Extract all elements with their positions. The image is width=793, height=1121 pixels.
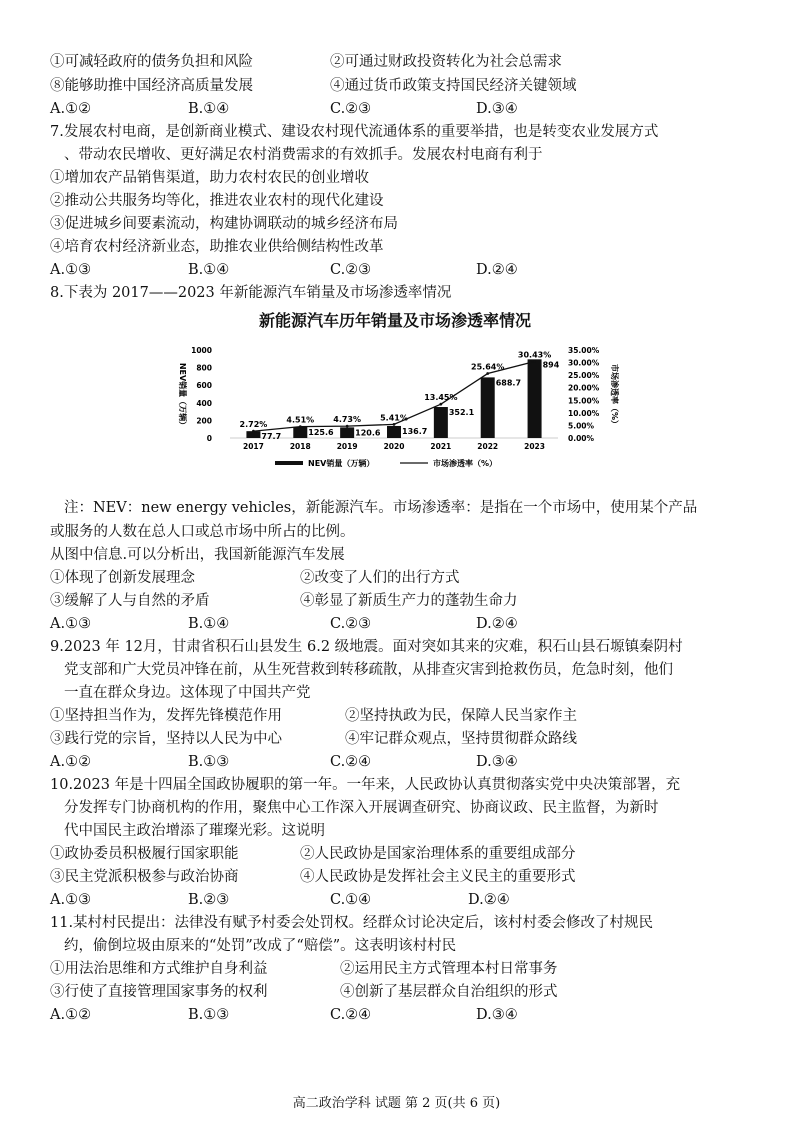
x-tick-label: 2023 <box>524 442 546 451</box>
bar-value-label: 352.1 <box>448 408 475 418</box>
q10-option-4: ④人民政协是发挥社会主义民主的重要形式 <box>300 869 576 885</box>
q7-answer-b: B.①④ <box>188 262 230 278</box>
nev-sales-bar <box>434 407 448 438</box>
q8-answer-b: B.①④ <box>188 616 230 632</box>
q10-option-3: ③民主党派积极参与政治协商 <box>50 869 239 885</box>
q6-option-2: ②可通过财政投资转化为社会总需求 <box>330 54 562 70</box>
q6-answer-c: C.②③ <box>330 101 372 117</box>
q10-stem-line2: 分发挥专门协商机构的作用，聚焦中心工作深入开展调查研究、协商议政、民主监督，为新时 <box>64 800 659 816</box>
q6-option-3: ⑧能够助推中国经济高质量发展 <box>50 78 253 94</box>
nev-sales-bar <box>387 426 401 438</box>
penetration-rate-point <box>252 430 255 433</box>
right-tick-label: 0.00% <box>568 434 595 443</box>
q7-answer-d: D.②④ <box>476 262 518 278</box>
q8-answer-c: C.②③ <box>330 616 372 632</box>
right-tick-label: 15.00% <box>568 396 600 406</box>
q6-answer-d: D.③④ <box>476 101 518 117</box>
bar-value-label: 136.7 <box>402 426 428 436</box>
q6-answer-b: B.①④ <box>188 101 230 117</box>
penetration-rate-point <box>299 425 302 428</box>
q7-answer-a: A.①③ <box>50 262 92 278</box>
penetration-rate-label: 13.45% <box>424 393 458 403</box>
nev-sales-bar <box>293 427 307 438</box>
q11-answer-b: B.①③ <box>188 1007 230 1023</box>
q10-option-2: ②人民政协是国家治理体系的重要组成部分 <box>300 846 576 862</box>
x-tick-label: 2021 <box>430 442 452 451</box>
q8-answer-a: A.①③ <box>50 616 92 632</box>
q6-option-1: ①可减轻政府的债务负担和风险 <box>50 54 253 70</box>
right-tick-label: 5.00% <box>568 421 595 431</box>
q8-option-4: ④彰显了新质生产力的蓬勃生命力 <box>300 593 518 609</box>
penetration-rate-label: 2.72% <box>239 420 268 430</box>
q8-option-2: ②改变了人们的出行方式 <box>300 570 460 586</box>
penetration-rate-point <box>393 423 396 426</box>
q10-answer-b: B.②③ <box>188 892 230 908</box>
left-tick-label: 800 <box>196 363 212 373</box>
penetration-rate-label: 30.43% <box>517 350 552 360</box>
penetration-rate-point <box>486 372 489 375</box>
legend-bar-label: NEV销量（万辆） <box>308 459 375 468</box>
q6-option-4: ④通过货币政策支持国民经济关键领域 <box>330 78 577 94</box>
q9-option-4: ④牢记群众观点，坚持贯彻群众路线 <box>345 731 577 747</box>
q9-option-3: ③践行党的宗旨，坚持以人民为中心 <box>50 731 282 747</box>
penetration-rate-label: 4.73% <box>333 415 362 425</box>
q7-option-2: ②推动公共服务均等化，推进农业农村的现代化建设 <box>50 193 384 209</box>
penetration-rate-point <box>439 403 442 406</box>
q8-stem: 8.下表为 2017——2023 年新能源汽车销量及市场渗透率情况 <box>50 285 452 301</box>
q10-answer-a: A.①③ <box>50 892 92 908</box>
x-tick-label: 2022 <box>477 442 499 451</box>
bar-value-label: 120.6 <box>355 428 381 438</box>
q9-option-2: ②坚持执政为民，保障人民当家作主 <box>345 708 577 724</box>
q9-option-1: ①坚持担当作为，发挥先锋模范作用 <box>50 708 282 724</box>
q8-ask: 从图中信息.可以分析出，我国新能源汽车发展 <box>50 547 345 563</box>
legend-line-label: 市场渗透率（%） <box>433 459 498 468</box>
q7-option-4: ④培育农村经济新业态，助推农业供给侧结构性改革 <box>50 239 384 255</box>
q8-answer-d: D.②④ <box>476 616 518 632</box>
q8-note-line2: 或服务的人数在总人口或总市场中所占的比例。 <box>50 524 355 540</box>
penetration-rate-point <box>533 360 536 363</box>
nev-sales-chart <box>160 308 630 483</box>
q11-option-2: ②运用民主方式管理本村日常事务 <box>340 961 558 977</box>
penetration-rate-label: 4.51% <box>286 415 315 425</box>
q9-answer-a: A.①② <box>50 754 92 770</box>
bar-value-label: 77.7 <box>261 432 282 442</box>
right-axis-label: 市场渗透率（%） <box>610 363 619 429</box>
q9-stem-line3: 一直在群众身边。这体现了中国共产党 <box>64 685 311 701</box>
q11-answer-c: C.②④ <box>330 1007 372 1023</box>
penetration-rate-point <box>346 425 349 428</box>
q7-answer-c: C.②③ <box>330 262 372 278</box>
left-tick-label: 0 <box>206 434 212 443</box>
q7-option-1: ①增加农产品销售渠道，助力农村农民的创业增收 <box>50 170 369 186</box>
chart-title: 新能源汽车历年销量及市场渗透率情况 <box>258 311 531 330</box>
q11-option-4: ④创新了基层群众自治组织的形式 <box>340 984 558 1000</box>
nev-sales-bar <box>528 359 542 438</box>
q9-answer-b: B.①③ <box>188 754 230 770</box>
q11-option-3: ③行使了直接管理国家事务的权利 <box>50 984 268 1000</box>
right-tick-label: 30.00% <box>568 358 600 368</box>
q8-note-line1: 注：NEV：new energy vehicles，新能源汽车。市场渗透率：是指在一个市场中，使用某个产品 <box>64 500 698 516</box>
left-axis-label: NEV销量（万辆） <box>178 362 187 430</box>
q11-answer-d: D.③④ <box>476 1007 518 1023</box>
q9-answer-c: C.②④ <box>330 754 372 770</box>
x-tick-label: 2017 <box>242 442 264 451</box>
q11-option-1: ①用法治思维和方式维护自身利益 <box>50 961 268 977</box>
penetration-rate-label: 25.64% <box>471 362 505 372</box>
q10-stem-line1: 10.2023 年是十四届全国政协履职的第一年。一年来，人民政协认真贯彻落实党中央决策部署，充 <box>50 777 681 793</box>
left-tick-label: 600 <box>196 381 212 391</box>
nev-sales-bar <box>481 377 495 438</box>
x-tick-label: 2019 <box>336 442 358 451</box>
q8-option-1: ①体现了创新发展理念 <box>50 570 195 586</box>
q6-answer-a: A.①② <box>50 101 92 117</box>
legend <box>275 458 497 468</box>
q11-stem-line2: 约，偷倒垃圾由原来的“处罚”改成了“赔偿”。这表明该村村民 <box>64 938 457 954</box>
right-tick-label: 25.00% <box>568 371 600 381</box>
right-tick-label: 20.00% <box>568 383 600 393</box>
q7-option-3: ③促进城乡间要素流动，构建协调联动的城乡经济布局 <box>50 216 398 232</box>
q10-option-1: ①政协委员积极履行国家职能 <box>50 846 239 862</box>
nev-sales-bar <box>340 427 354 438</box>
chart-svg <box>160 336 630 496</box>
penetration-rate-label: 5.41% <box>380 413 408 423</box>
x-tick-label: 2020 <box>383 442 405 451</box>
q10-stem-line3: 代中国民主政治增添了璀璨光彩。这说明 <box>64 823 325 839</box>
q9-answer-d: D.③④ <box>476 754 518 770</box>
q11-stem-line1: 11.某村村民提出：法律没有赋予村委会处罚权。经群众讨论决定后，该村村委会修改了村规民 <box>50 915 654 931</box>
legend-bar-swatch <box>275 461 303 465</box>
right-tick-label: 35.00% <box>568 346 600 355</box>
bar-value-label: 894 <box>542 360 560 370</box>
page-footer: 高二政治学科 试题 第 2 页(共 6 页) <box>292 1096 501 1111</box>
q9-stem-line1: 9.2023 年 12月，甘肃省积石山县发生 6.2 级地震。面对突如其来的灾难，积石山县石塬镇秦阴村 <box>50 639 683 655</box>
left-tick-label: 200 <box>196 416 212 426</box>
q9-stem-line2: 党支部和广大党员冲锋在前，从生死营救到转移疏散，从排查灾害到抢救伤员，危急时刻，他们 <box>64 662 673 678</box>
q7-stem-line2: 、带动农民增收、更好满足农村消费需求的有效抓手。发展农村电商有利于 <box>64 147 543 163</box>
q10-answer-d: D.②④ <box>468 892 510 908</box>
bar-value-label: 688.7 <box>495 378 522 388</box>
left-tick-label: 400 <box>196 398 212 408</box>
right-tick-label: 10.00% <box>568 408 600 418</box>
q7-stem-line1: 7.发展农村电商，是创新商业模式、建设农村现代流通体系的重要举措，也是转变农业发展方式 <box>50 124 659 140</box>
q8-option-3: ③缓解了人与自然的矛盾 <box>50 593 210 609</box>
x-tick-label: 2018 <box>289 442 311 451</box>
bar-value-label: 125.6 <box>308 427 334 437</box>
left-tick-label: 1000 <box>191 346 212 355</box>
q10-answer-c: C.①④ <box>330 892 372 908</box>
q11-answer-a: A.①② <box>50 1007 92 1023</box>
